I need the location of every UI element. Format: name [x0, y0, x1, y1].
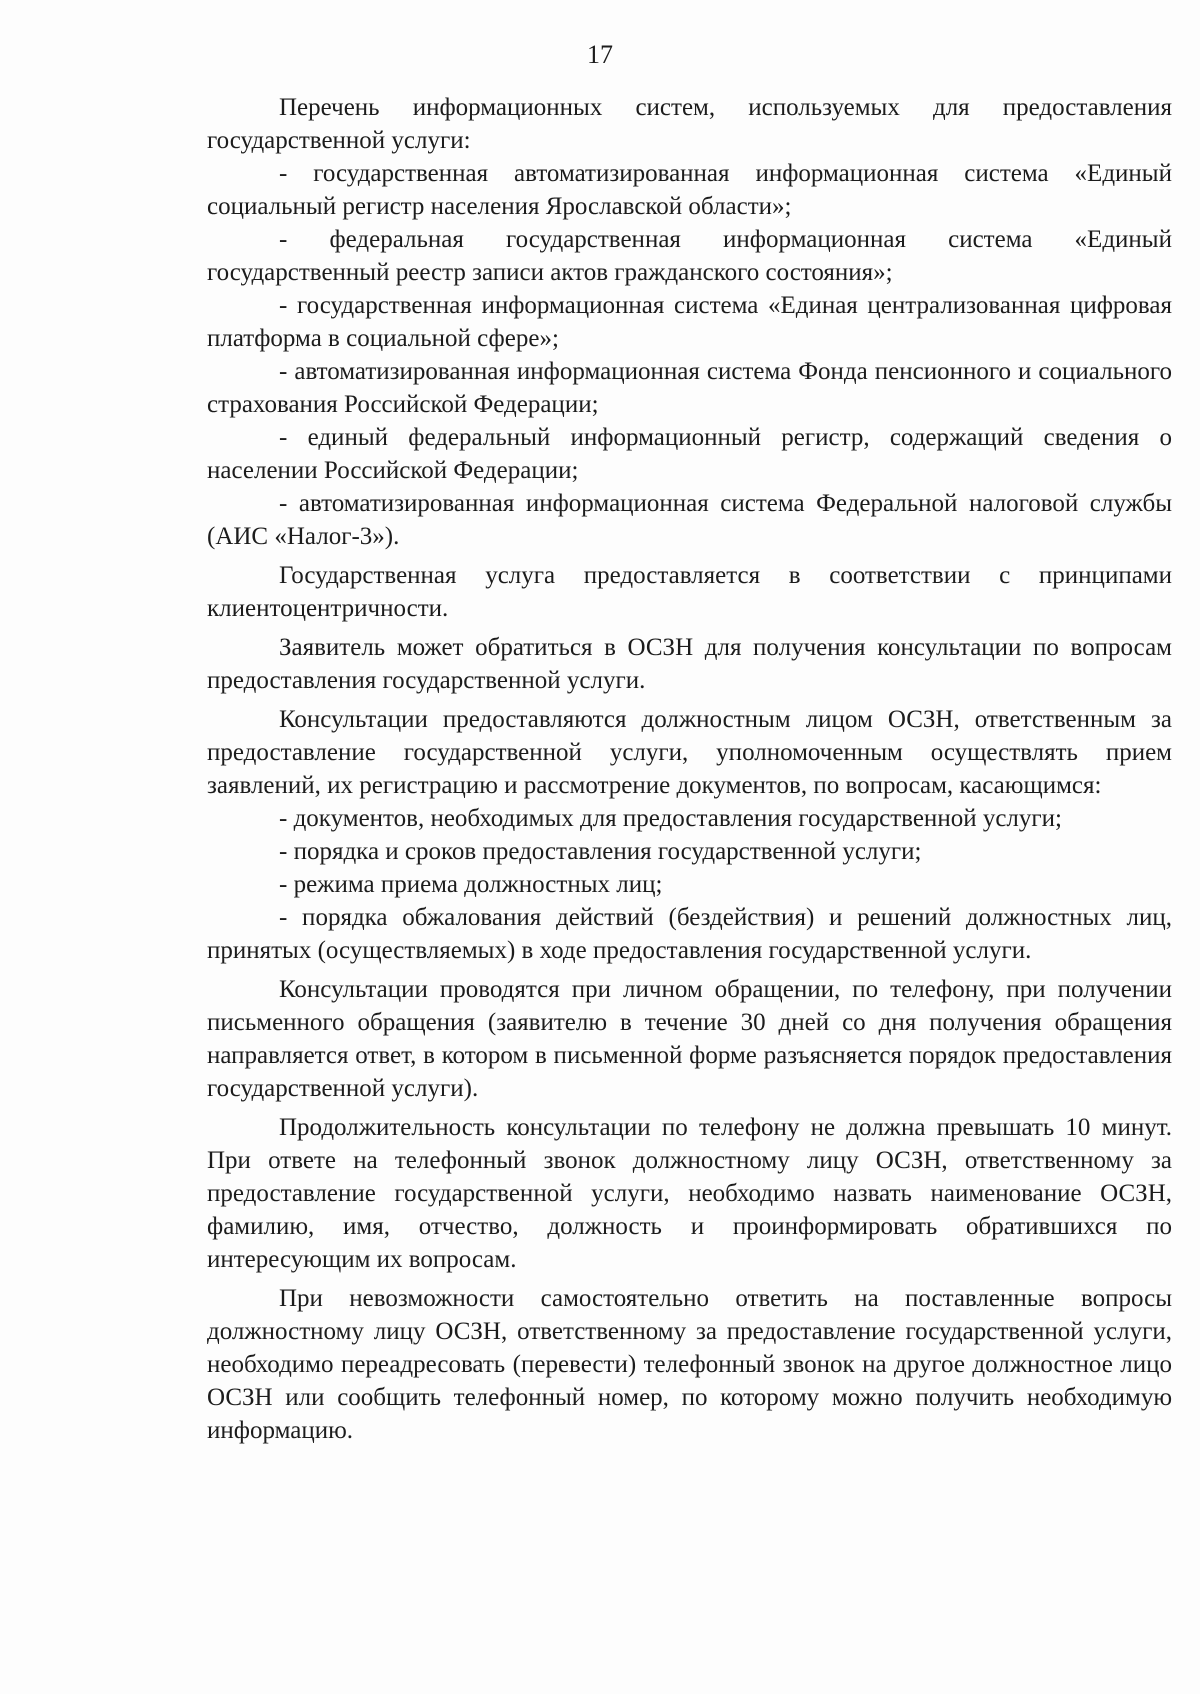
paragraph-phone-duration: Продолжительность консультации по телефону не должна превышать 10 минут. При ответе на телефонный звонок должностному лицу ОСЗН, ответственному за предоставление государственной услуги, необходимо назвать наименование ОСЗН, фамилию, имя, отчество, должность и проинформировать обратившихся по интересующим их вопросам.	[207, 1114, 1172, 1273]
list-item-system: - государственная автоматизированная информационная система «Единый социальный регистр населения Ярославской области»;	[207, 160, 1172, 220]
list-item-system: - автоматизированная информационная система Фонда пенсионного и социального страхования Российской Федерации;	[207, 358, 1172, 418]
document-body	[207, 91, 1172, 1447]
list-item-system: - государственная информационная система «Единая централизованная цифровая платформа в социальной сфере»;	[207, 292, 1172, 352]
paragraph-systems-intro: Перечень информационных систем, используемых для предоставления государственной услуги:	[207, 94, 1172, 154]
list-item-topic: - порядка обжалования действий (бездействия) и решений должностных лиц, принятых (осуществляемых) в ходе предоставления государственной услуги.	[207, 904, 1172, 964]
list-item-topic: - документов, необходимых для предоставления государственной услуги;	[279, 805, 1062, 832]
paragraph-applicant-consultation: Заявитель может обратиться в ОСЗН для получения консультации по вопросам предоставления государственной услуги.	[207, 634, 1172, 694]
page-number: 17	[587, 40, 613, 69]
paragraph-consultation-methods: Консультации проводятся при личном обращении, по телефону, при получении письменного обращения (заявителю в течение 30 дней со дня получения обращения направляется ответ, в котором в письменной форме разъясняется порядок предоставления государственной услуги).	[207, 976, 1172, 1102]
paragraph-call-redirect: При невозможности самостоятельно ответить на поставленные вопросы должностному лицу ОСЗН, ответственному за предоставление государственной услуги, необходимо переадресовать (перевести) телефонный звонок на другое должностное лицо ОСЗН или сообщить телефонный номер, по которому можно получить необходимую информацию.	[207, 1285, 1172, 1444]
list-item-system: - автоматизированная информационная система Федеральной налоговой службы (АИС «Налог-3»).	[207, 490, 1172, 550]
list-item-topic: - режима приема должностных лиц;	[279, 871, 663, 898]
paragraph-consultation-topics-intro: Консультации предоставляются должностным лицом ОСЗН, ответственным за предоставление государственной услуги, уполномоченным осуществлять прием заявлений, их регистрацию и рассмотрение документов, по вопросам, касающимся:	[207, 706, 1172, 799]
list-item-system: - федеральная государственная информационная система «Единый государственный реестр записи актов гражданского состояния»;	[207, 226, 1172, 286]
list-item-topic: - порядка и сроков предоставления государственной услуги;	[279, 838, 922, 865]
paragraph-client-centric: Государственная услуга предоставляется в соответствии с принципами клиентоцентричности.	[207, 562, 1172, 622]
list-item-system: - единый федеральный информационный регистр, содержащий сведения о населении Российской Федерации;	[207, 424, 1172, 484]
